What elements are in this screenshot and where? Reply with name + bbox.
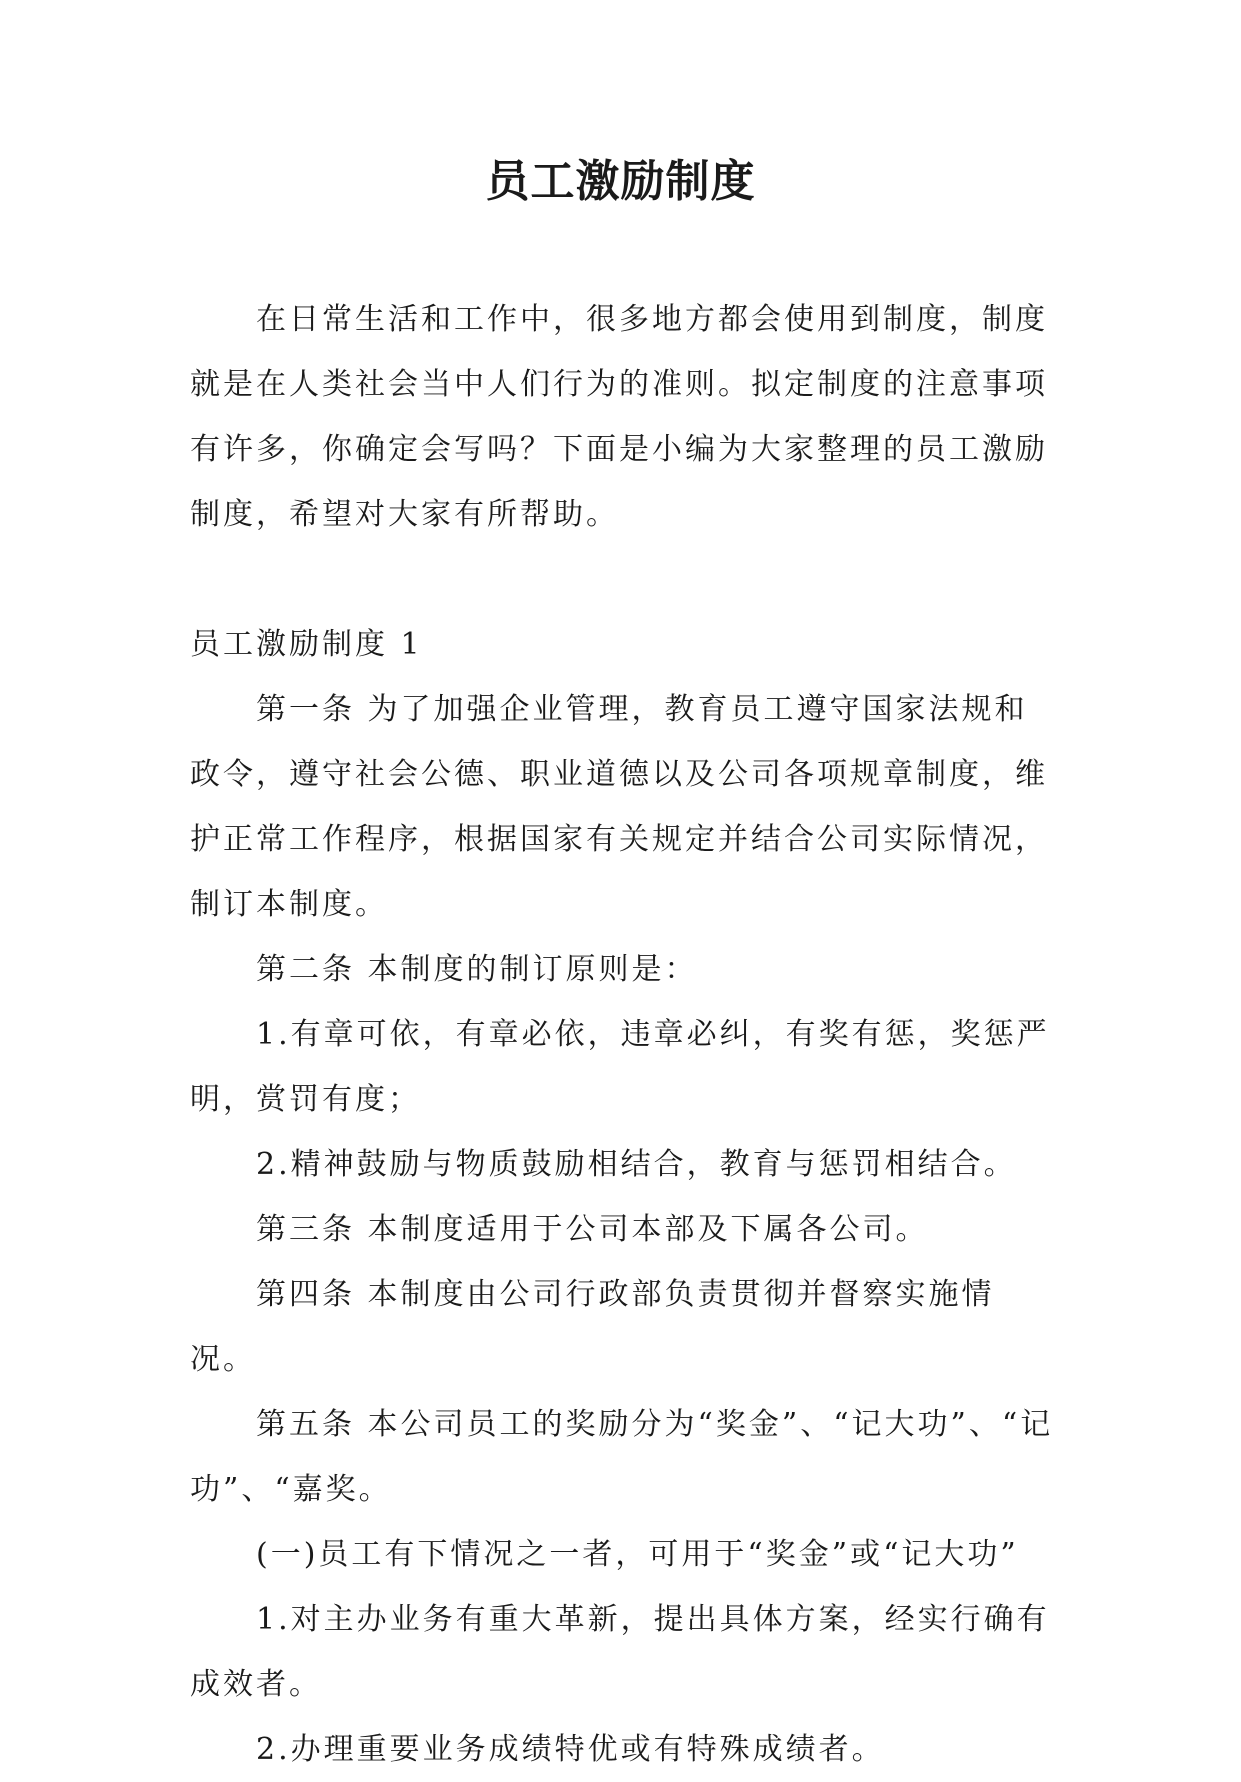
article-5-paragraph: 第五条 本公司员工的奖励分为“奖金”、“记大功”、“记功”、“嘉奖。: [190, 1407, 1054, 1507]
paragraph-gap: [190, 547, 1056, 612]
article-2-paragraph: 第二条 本制度的制订原则是：: [256, 952, 698, 987]
document-title: 员工激励制度: [485, 156, 756, 207]
document-body: [190, 287, 1056, 1782]
clause-1-paragraph: (一)员工有下情况之一者，可用于“奖金”或“记大功”: [256, 1537, 1019, 1572]
principle-2-paragraph: 2.精神鼓励与物质鼓励相结合，教育与惩罚相结合。: [256, 1147, 1017, 1182]
section-heading: 员工激励制度 1: [190, 627, 423, 662]
article-4-paragraph: 第四条 本制度由公司行政部负责贯彻并督察实施情况。: [190, 1277, 995, 1377]
article-1-paragraph: 第一条 为了加强企业管理，教育员工遵守国家法规和政令，遵守社会公德、职业道德以及公司各项规章制度，维护正常工作程序，根据国家有关规定并结合公司实际情况，制订本制度。: [190, 692, 1048, 922]
clause-1-item-2-paragraph: 2.办理重要业务成绩特优或有特殊成绩者。: [256, 1732, 885, 1767]
principle-1-paragraph: 1.有章可依，有章必依，违章必纠，有奖有惩，奖惩严明，赏罚有度；: [190, 1017, 1050, 1117]
clause-1-item-1-paragraph: 1.对主办业务有重大革新，提出具体方案，经实行确有成效者。: [190, 1602, 1050, 1702]
intro-paragraph: 在日常生活和工作中，很多地方都会使用到制度，制度就是在人类社会当中人们行为的准则。拟定制度的注意事项有许多，你确定会写吗？下面是小编为大家整理的员工激励制度，希望对大家有所帮助。: [190, 302, 1048, 532]
article-3-paragraph: 第三条 本制度适用于公司本部及下属各公司。: [256, 1212, 929, 1247]
